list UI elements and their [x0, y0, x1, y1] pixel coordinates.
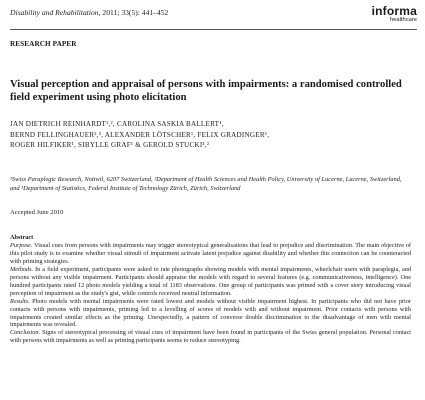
- journal-name: Disability and Rehabilitation,: [10, 8, 101, 17]
- section-label: RESEARCH PAPER: [10, 40, 77, 48]
- header-divider: [10, 29, 417, 30]
- journal-citation: [10, 8, 168, 17]
- publisher-logo: [372, 5, 417, 24]
- results-label: Results.: [10, 297, 30, 305]
- paper-title: Visual perception and appraisal of persons with impairments: a randomised controlled field experiment using photo elicitation: [10, 79, 402, 104]
- author-line: JAN DIETRICH REINHARDT¹,², CAROLINA SASKIA BALLERT¹,: [10, 120, 224, 128]
- accepted-date: Accepted June 2010: [10, 209, 64, 216]
- purpose-label: Purpose.: [10, 241, 33, 249]
- affiliations: ¹Swiss Paraplegic Research, Nottwil, 6207 Switzerland, ²Department of Health Sciences and Health Policy, University of Lucerne, Lucerne, Switzerland, and ³Department of Statistics, Federal Institute of Technology Zürich, Zürich, Switzerland: [10, 176, 402, 192]
- author-line: ROGER HILFIKER¹, SIBYLLE GRAF¹ & GEROLD STUCKI¹,²: [10, 141, 210, 150]
- publisher-name: informa: [371, 4, 417, 18]
- conclusion-label: Conclusion.: [10, 329, 41, 337]
- abstract-heading: Abstract: [10, 234, 34, 241]
- purpose-text: Visual cues from persons with impairments may trigger stereotypical generalisations that lead to prejudice and discrimination. The main objective of this pilot study is to examine whether visual stimuli of impairment activate latent prejudice against disability and whether this connection can be counteracted with priming strategies.: [10, 241, 411, 265]
- abstract: [10, 234, 411, 345]
- abstract-paragraph: [10, 298, 411, 330]
- abstract-paragraph: [10, 266, 411, 298]
- abstract-paragraph: [10, 329, 411, 345]
- methods-label: Methods.: [10, 265, 34, 273]
- author-line: BERND FELLINGHAUER²,³, ALEXANDER LÖTSCHER¹, FELIX GRADINGER¹,: [10, 130, 270, 139]
- page-header: [10, 6, 417, 28]
- author-list: [10, 119, 417, 151]
- publisher-subtitle: healthcare: [389, 17, 417, 23]
- conclusion-text: Signs of stereotypical processing of visual cues of impairment have been found in participants of the Swiss general population. Personal contact with persons with impairments as well as priming participants seems to reduce stereotyping.: [10, 329, 412, 345]
- methods-text: In a field experiment, participants were asked to rate photographs showing models with mental impairments, wheelchair users with paraplegia, and persons without any visible impairment. Participants should appraise the models with regard to several features (e.g. communicativeness, intelligence). One hundred participants rated 12 photo models yielding a total of 1183 observations. One group of participants was primed with a cover story introducing visual perception of impairment as the study's gist, while controls received neutral information.: [10, 265, 411, 297]
- abstract-paragraph: [10, 242, 411, 266]
- results-text: Photo models with mental impairments were rated lowest and models without visible impairment highest. In participants who did not have prior contacts with persons with impairments, priming led to a levelling of scores of models with and without impairment. Prior contacts with persons with impairments created similar effects as the priming. Unexpectedly, a pattern of converse double discrimination to the disadvantage of men with mental impairments was revealed.: [10, 297, 411, 329]
- journal-issue: 2011; 33(5): 441–452: [102, 8, 169, 17]
